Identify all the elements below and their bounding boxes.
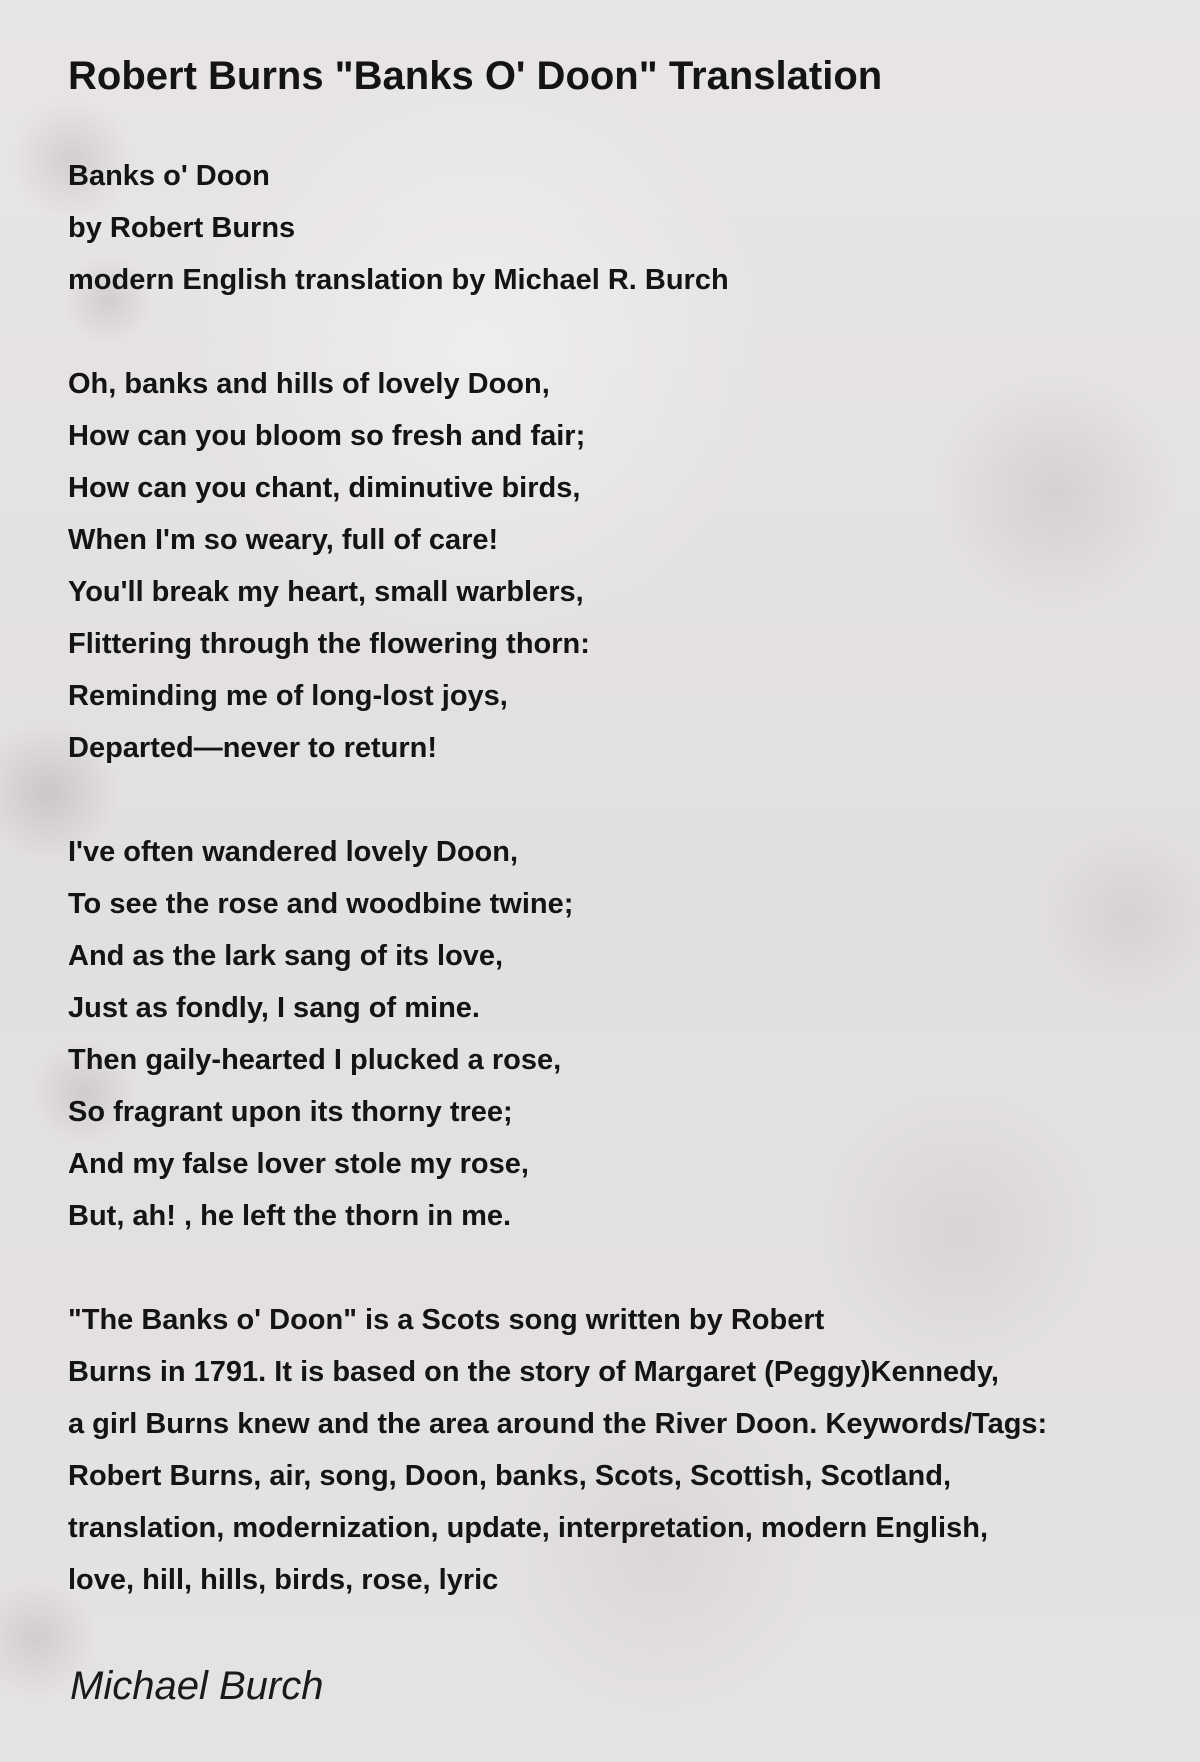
note-line: Burns in 1791. It is based on the story of Margaret (Peggy)Kennedy, (68, 1356, 999, 1388)
note-line: love, hill, hills, birds, rose, lyric (68, 1564, 499, 1596)
poem-byline: by Robert Burns (68, 212, 296, 244)
author-name: Michael Burch (70, 1664, 324, 1708)
translation-credit: modern English translation by Michael R. Burch (68, 264, 729, 296)
verse-line: So fragrant upon its thorny tree; (68, 1096, 513, 1128)
stanza-1 (68, 358, 1178, 774)
poem-title: Robert Burns "Banks O' Doon" Translation (68, 54, 883, 98)
stanza-break (68, 1242, 1178, 1294)
poem-note (68, 1294, 1178, 1606)
poem-body (68, 150, 1178, 1606)
verse-line: When I'm so weary, full of care! (68, 524, 499, 556)
stanza-2 (68, 826, 1178, 1242)
verse-line: Reminding me of long-lost joys, (68, 680, 508, 712)
note-line: "The Banks o' Doon" is a Scots song written by Robert (68, 1304, 825, 1336)
verse-line: Then gaily-hearted I plucked a rose, (68, 1044, 562, 1076)
stanza-break (68, 774, 1178, 826)
verse-line: How can you bloom so fresh and fair; (68, 420, 586, 452)
verse-line: But, ah! , he left the thorn in me. (68, 1200, 512, 1232)
stanza-break (68, 306, 1178, 358)
verse-line: And as the lark sang of its love, (68, 940, 504, 972)
poem-header (68, 150, 1178, 306)
verse-line: Oh, banks and hills of lovely Doon, (68, 368, 550, 400)
note-line: a girl Burns knew and the area around the River Doon. Keywords/Tags: (68, 1408, 1048, 1440)
verse-line: And my false lover stole my rose, (68, 1148, 529, 1180)
verse-line: You'll break my heart, small warblers, (68, 576, 584, 608)
note-line: translation, modernization, update, interpretation, modern English, (68, 1512, 989, 1544)
verse-line: Just as fondly, I sang of mine. (68, 992, 480, 1024)
verse-line: Flittering through the flowering thorn: (68, 628, 590, 660)
verse-line: I've often wandered lovely Doon, (68, 836, 519, 868)
verse-line: Departed—never to return! (68, 732, 438, 764)
verse-line: How can you chant, diminutive birds, (68, 472, 581, 504)
verse-line: To see the rose and woodbine twine; (68, 888, 574, 920)
note-line: Robert Burns, air, song, Doon, banks, Scots, Scottish, Scotland, (68, 1460, 952, 1492)
poem-subtitle: Banks o' Doon (68, 160, 270, 192)
